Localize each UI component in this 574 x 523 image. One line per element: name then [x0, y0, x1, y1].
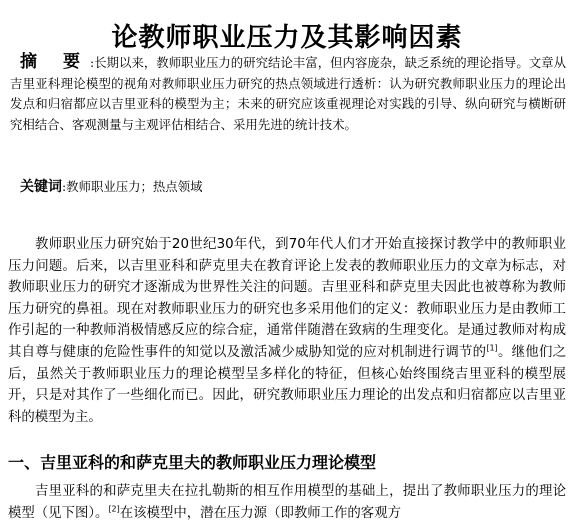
- citation-2: [2]: [108, 504, 120, 514]
- keywords-text: :教师职业压力；热点领域: [62, 179, 203, 194]
- section-heading-1: 一、吉里亚科的和萨克里夫的教师职业压力理论模型: [8, 453, 377, 472]
- paragraph-2-text-b: 在该模型中，潜在压力源（即教师工作的客观方: [119, 505, 401, 521]
- body-paragraph-2: [8, 481, 566, 523]
- keywords-label: 关键词: [20, 179, 62, 195]
- document-title: 论教师职业压力及其影响因素: [111, 23, 463, 54]
- paragraph-2-text-a: 吉里亚科的和萨克里夫在拉扎勒斯的相互作用模型的基础上，提出了教师职业压力的理论模型（见下图）。: [8, 484, 566, 521]
- keywords: [20, 176, 566, 198]
- abstract: [10, 52, 566, 135]
- abstract-text: :长期以来，教师职业压力的研究结论丰富，但内容庞杂，缺乏系统的理论指导。文章从吉里亚科理论模型的视角对教师职业压力研究的热点领域进行透析：认为研究教师职业压力的理论出发点和归宿都应以吉里亚科的模型为主；未来的研究应该重视理论对实践的引导、纵向研究与横断研究相结合、客观测量与主观评估相结合、采用先进的统计技术。: [10, 55, 566, 132]
- citation-1: [1]: [486, 343, 498, 353]
- paragraph-1-text-b: 。继他们之后，虽然关于教师职业压力的理论模型呈多样化的特征，但核心始终围绕吉里亚科的模型展开，只是对其作了一些细化而已。因此，研究教师职业压力理论的出发点和归宿都应以吉里亚科的模型为主。: [8, 344, 567, 425]
- body-paragraph-1: [8, 234, 566, 428]
- abstract-label: 摘 要: [20, 52, 90, 72]
- paragraph-1-text-a: 教师职业压力研究始于20世纪30年代，到70年代人们才开始直接探讨教学中的教师职业压力问题。后来，以吉里亚科和萨克里夫在教育评论上发表的教师职业压力的文章为标志，对教师职业压力的研究才逐渐成为世界性关注的问题。吉里亚科和萨克里夫因此也被尊称为教师压力研究的鼻祖。现在对教师职业压力的研究也多采用他们的定义：教师职业压力是由教师工作引起的一种教师消极情感反应的综合症，通常伴随潜在致病的生理变化。是通过教师对构成其自尊与健康的危险性事件的知觉以及激活减少威胁知觉的应对机制进行调节的: [8, 237, 566, 360]
